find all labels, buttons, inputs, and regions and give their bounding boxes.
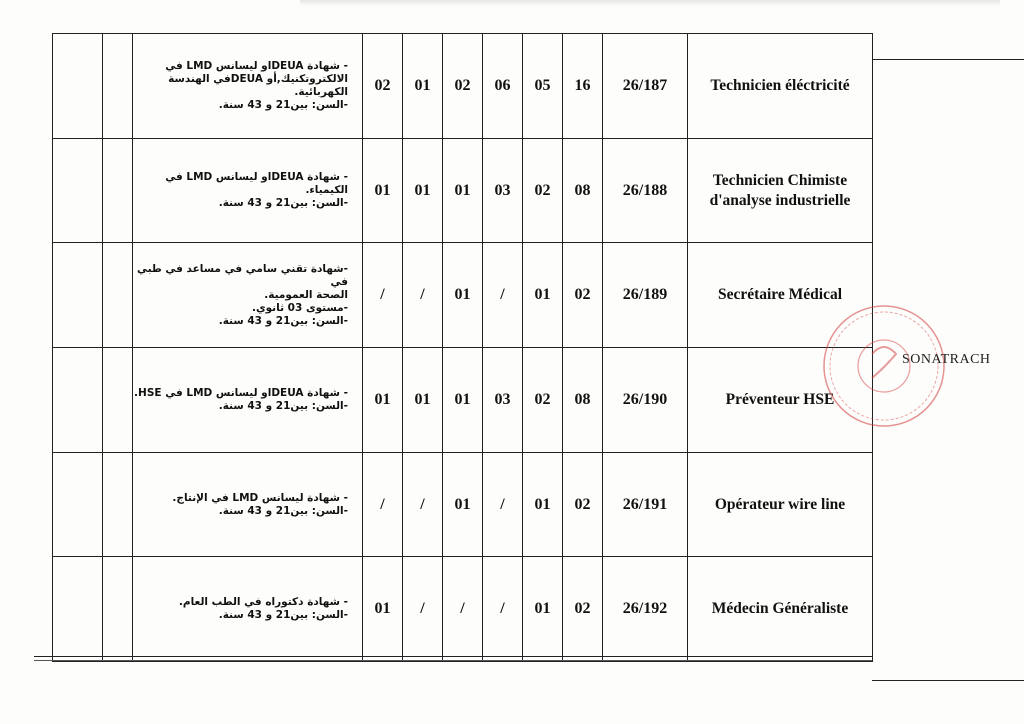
count-cell: 03 bbox=[483, 348, 523, 453]
table-row bbox=[53, 34, 873, 139]
count-cell: / bbox=[403, 243, 443, 348]
job-title-cell: Technicien éléctricité bbox=[688, 34, 873, 139]
count-cell: 01 bbox=[363, 139, 403, 243]
code-cell: 26/192 bbox=[603, 557, 688, 662]
count-cell: 01 bbox=[443, 243, 483, 348]
blank-cell bbox=[103, 348, 133, 453]
code-cell: 26/191 bbox=[603, 453, 688, 557]
job-title-cell: Préventeur HSE bbox=[688, 348, 873, 453]
blank-cell bbox=[53, 243, 103, 348]
code-cell: 26/190 bbox=[603, 348, 688, 453]
blank-cell bbox=[53, 34, 103, 139]
blank-cell bbox=[53, 557, 103, 662]
code-cell: 26/187 bbox=[603, 34, 688, 139]
count-cell: 01 bbox=[443, 453, 483, 557]
conditions-cell: - شهادة DEUAاو ليسانس LMD في الكيمياء. -السن: بين21 و 43 سنة. bbox=[133, 139, 363, 243]
blank-cell bbox=[103, 34, 133, 139]
conditions-cell: - شهادة DEUAاو ليسانس LMD في HSE. -السن: بين21 و 43 سنة. bbox=[133, 348, 363, 453]
count-cell: 05 bbox=[523, 34, 563, 139]
blank-cell bbox=[53, 139, 103, 243]
count-cell: / bbox=[403, 557, 443, 662]
blank-cell bbox=[53, 348, 103, 453]
count-cell: 01 bbox=[403, 348, 443, 453]
blank-cell bbox=[103, 243, 133, 348]
count-cell: 02 bbox=[563, 243, 603, 348]
count-cell: 01 bbox=[523, 453, 563, 557]
job-title-cell: Technicien Chimiste d'analyse industrielle bbox=[688, 139, 873, 243]
count-cell: / bbox=[483, 453, 523, 557]
blank-cell bbox=[103, 557, 133, 662]
count-cell: 02 bbox=[523, 348, 563, 453]
count-cell: 08 bbox=[563, 348, 603, 453]
conditions-cell: - شهادة دكتوراه في الطب العام. -السن: بين21 و 43 سنة. bbox=[133, 557, 363, 662]
recruitment-table bbox=[52, 33, 873, 662]
count-cell: / bbox=[363, 453, 403, 557]
code-cell: 26/189 bbox=[603, 243, 688, 348]
table-row bbox=[53, 139, 873, 243]
code-cell: 26/188 bbox=[603, 139, 688, 243]
count-cell: 02 bbox=[563, 557, 603, 662]
job-title-cell: Opérateur wire line bbox=[688, 453, 873, 557]
divider bbox=[34, 660, 872, 661]
table-row bbox=[53, 348, 873, 453]
table-row bbox=[53, 453, 873, 557]
job-title-cell: Médecin Généraliste bbox=[688, 557, 873, 662]
blank-cell bbox=[103, 139, 133, 243]
count-cell: / bbox=[363, 243, 403, 348]
count-cell: / bbox=[403, 453, 443, 557]
stamp-company-name: SONATRACH bbox=[902, 352, 991, 367]
count-cell: 06 bbox=[483, 34, 523, 139]
count-cell: / bbox=[443, 557, 483, 662]
count-cell: 02 bbox=[563, 453, 603, 557]
count-cell: 03 bbox=[483, 139, 523, 243]
count-cell: 01 bbox=[363, 348, 403, 453]
conditions-cell: - شهادة ليسانس LMD في الإنتاج. -السن: بين21 و 43 سنة. bbox=[133, 453, 363, 557]
count-cell: / bbox=[483, 243, 523, 348]
job-title-cell: Secrétaire Médical bbox=[688, 243, 873, 348]
count-cell: 01 bbox=[523, 557, 563, 662]
divider bbox=[34, 656, 872, 657]
conditions-cell: - شهادة DEUAاو ليسانس LMD في الالكتروتكنيك,أو DEUAفي الهندسة الكهربائية. -السن: بين21 و 43 سنة. bbox=[133, 34, 363, 139]
count-cell: 01 bbox=[443, 139, 483, 243]
blank-cell bbox=[53, 453, 103, 557]
count-cell: / bbox=[483, 557, 523, 662]
count-cell: 16 bbox=[563, 34, 603, 139]
conditions-cell: -شهادة تقني سامي في مساعد في طبي في الصحة العمومية. -مستوى 03 ثانوي. -السن: بين21 و 43 سنة. bbox=[133, 243, 363, 348]
scan-edge bbox=[300, 0, 1000, 6]
count-cell: 01 bbox=[363, 557, 403, 662]
count-cell: 01 bbox=[443, 348, 483, 453]
count-cell: 02 bbox=[523, 139, 563, 243]
blank-cell bbox=[103, 453, 133, 557]
table-row bbox=[53, 557, 873, 662]
count-cell: 02 bbox=[363, 34, 403, 139]
count-cell: 01 bbox=[403, 139, 443, 243]
count-cell: 08 bbox=[563, 139, 603, 243]
count-cell: 01 bbox=[403, 34, 443, 139]
count-cell: 02 bbox=[443, 34, 483, 139]
count-cell: 01 bbox=[523, 243, 563, 348]
table-row bbox=[53, 243, 873, 348]
